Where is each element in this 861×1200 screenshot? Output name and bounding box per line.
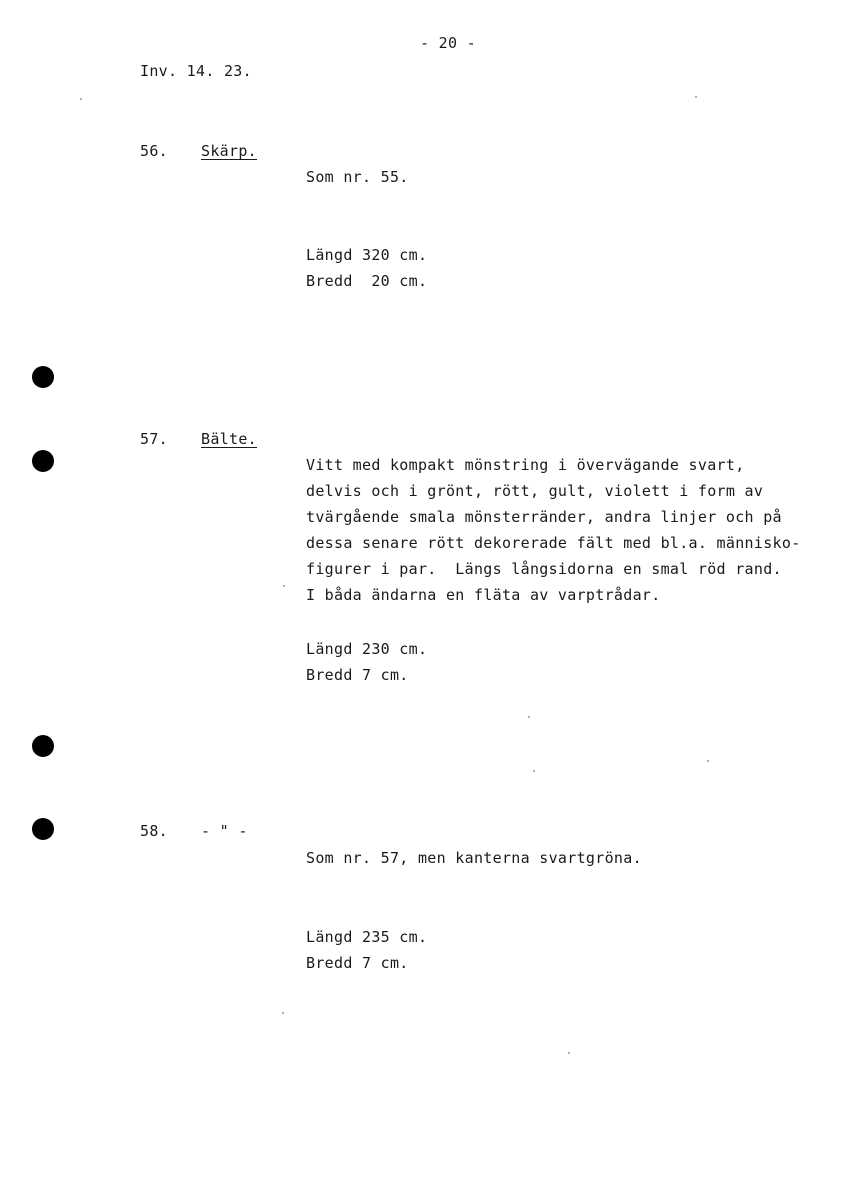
scan-speck <box>528 716 530 718</box>
inventory-number: Inv. 14. 23. <box>140 62 252 80</box>
page-number: - 20 - <box>420 34 476 52</box>
scan-speck <box>282 1012 284 1014</box>
scan-speck <box>283 585 285 587</box>
scan-speck <box>80 98 82 100</box>
punch-hole <box>32 366 54 388</box>
punch-hole <box>32 450 54 472</box>
entry-description-line: Som nr. 55. <box>306 168 409 186</box>
scan-speck <box>707 760 709 762</box>
entry-number: 57. <box>140 430 168 448</box>
entry-description-line: I båda ändarna en fläta av varptrådar. <box>306 586 661 604</box>
punch-hole <box>32 735 54 757</box>
entry-description-line: dessa senare rött dekorerade fält med bl.a. människo- <box>306 534 801 552</box>
scan-speck <box>533 770 535 772</box>
scan-speck <box>695 96 697 98</box>
entry-description-line: Vitt med kompakt mönstring i övervägande svart, <box>306 456 745 474</box>
entry-number: 56. <box>140 142 168 160</box>
entry-description-line: delvis och i grönt, rött, gult, violett i form av <box>306 482 764 500</box>
punch-hole <box>32 818 54 840</box>
entry-title: - " - <box>201 822 248 840</box>
scan-speck <box>568 1052 570 1054</box>
entry-description-line: Som nr. 57, men kanterna svartgröna. <box>306 849 642 867</box>
entry-length: Längd 320 cm. <box>306 246 428 264</box>
entry-description-line: figurer i par. Längs långsidorna en smal röd rand. <box>306 560 782 578</box>
entry-title: Skärp. <box>201 142 257 160</box>
entry-description-line: tvärgående smala mönsterränder, andra linjer och på <box>306 508 782 526</box>
entry-length: Längd 235 cm. <box>306 928 428 946</box>
entry-number: 58. <box>140 822 168 840</box>
entry-width: Bredd 7 cm. <box>306 954 409 972</box>
entry-length: Längd 230 cm. <box>306 640 428 658</box>
entry-width: Bredd 20 cm. <box>306 272 428 290</box>
entry-title: Bälte. <box>201 430 257 448</box>
entry-width: Bredd 7 cm. <box>306 666 409 684</box>
